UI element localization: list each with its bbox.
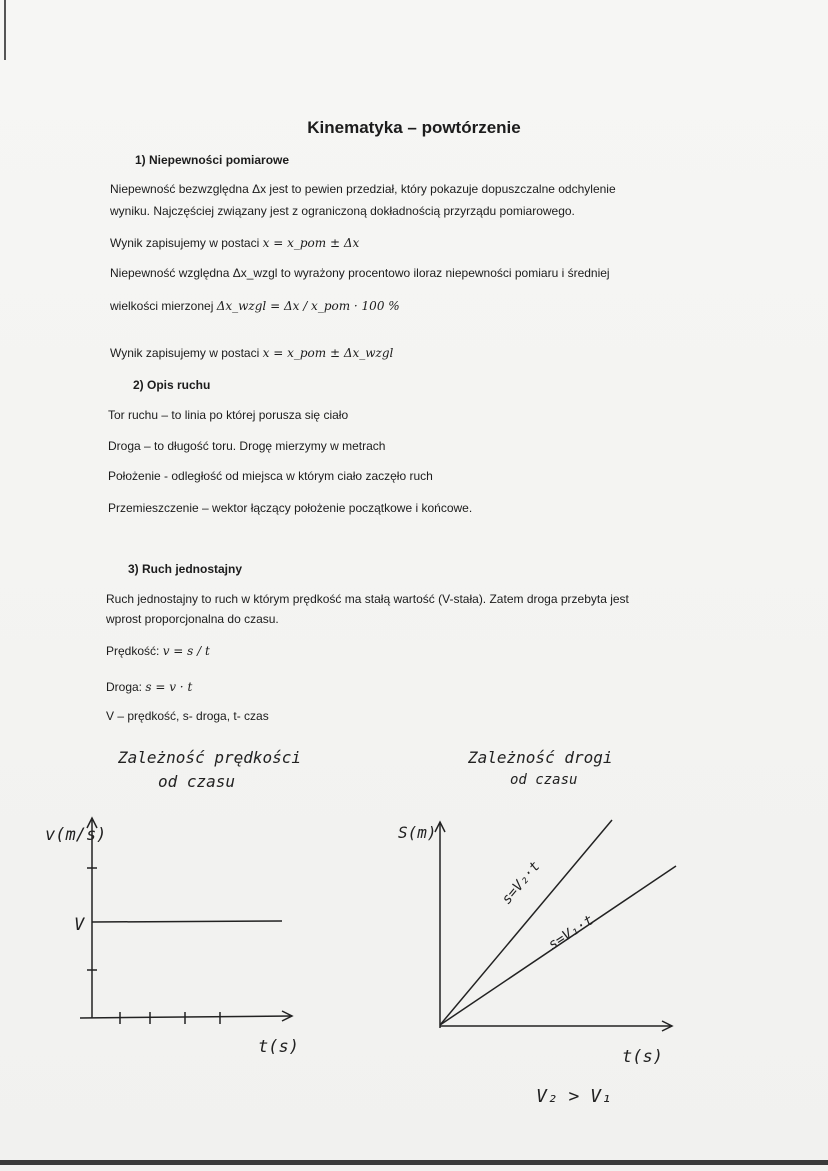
handwritten-title: od czasu <box>158 772 236 791</box>
axis-ticks <box>87 868 220 1024</box>
steep-line-label: s=V₂·t <box>498 858 544 908</box>
legend-line: V – prędkość, s- droga, t- czas <box>106 709 269 723</box>
distance-time-graph <box>435 820 676 1031</box>
formula: v = s / t <box>162 644 210 658</box>
text: Wynik zapisujemy w postaci <box>110 346 260 360</box>
list-item: Położenie - odległość od miejsca w którym ciało zaczęło ruch <box>108 469 433 483</box>
section-heading: 2) Opis ruchu <box>133 378 211 392</box>
level-label: V <box>74 915 85 935</box>
paragraph-line: wprost proporcjonalna do czasu. <box>106 612 279 626</box>
velocity-comparison: V₂ > V₁ <box>536 1086 612 1107</box>
formula: x = x_pom ± Δx_wzgl <box>262 346 394 360</box>
x-axis-label: t(s) <box>622 1047 663 1067</box>
list-item: Tor ruchu – to linia po której porusza się ciało <box>108 408 349 422</box>
velocity-time-graph <box>80 818 292 1024</box>
section-heading: 3) Ruch jednostajny <box>128 562 243 576</box>
formula: Δx_wzgl = Δx / x_pom · 100 % <box>216 299 400 313</box>
x-axis <box>80 1016 292 1018</box>
formula: s = v · t <box>145 680 193 694</box>
handwritten-title: Zależność drogi <box>468 748 613 767</box>
y-axis-label: v(m/s) <box>45 825 107 845</box>
handwritten-title: od czasu <box>510 772 578 788</box>
y-axis-label: S(m) <box>398 823 437 842</box>
text: Droga: <box>106 680 143 694</box>
section-heading: 1) Niepewności pomiarowe <box>135 153 290 167</box>
text: Prędkość: <box>106 644 160 658</box>
list-item: Droga – to długość toru. Drogę mierzymy w metrach <box>108 439 386 453</box>
x-axis-label: t(s) <box>258 1037 299 1057</box>
shallow-line-label: s=V₁·t <box>545 912 597 954</box>
handwritten-title: Zależność prędkości <box>118 748 302 767</box>
paragraph-line: Niepewność względna Δx_wzgl to wyrażony procentowo iloraz niepewności pomiaru i średniej <box>110 266 610 280</box>
text: wielkości mierzonej <box>110 299 214 313</box>
paragraph-line: Niepewność bezwzględna Δx jest to pewien przedział, który pokazuje dopuszczalne odchylenie <box>110 182 616 196</box>
paragraph-line: wyniku. Najczęściej związany jest z ograniczoną dokładnością przyrządu pomiarowego. <box>110 204 575 218</box>
text: Wynik zapisujemy w postaci <box>110 236 260 250</box>
formula: x = x_pom ± Δx <box>262 236 360 250</box>
page-title: Kinematyka – powtórzenie <box>307 118 521 137</box>
list-item: Przemieszczenie – wektor łączący położenie początkowe i końcowe. <box>108 501 473 515</box>
paragraph-line: Ruch jednostajny to ruch w którym prędkość ma stałą wartość (V-stała). Zatem droga przebyta jest <box>106 592 629 606</box>
constant-velocity-line <box>92 921 282 922</box>
